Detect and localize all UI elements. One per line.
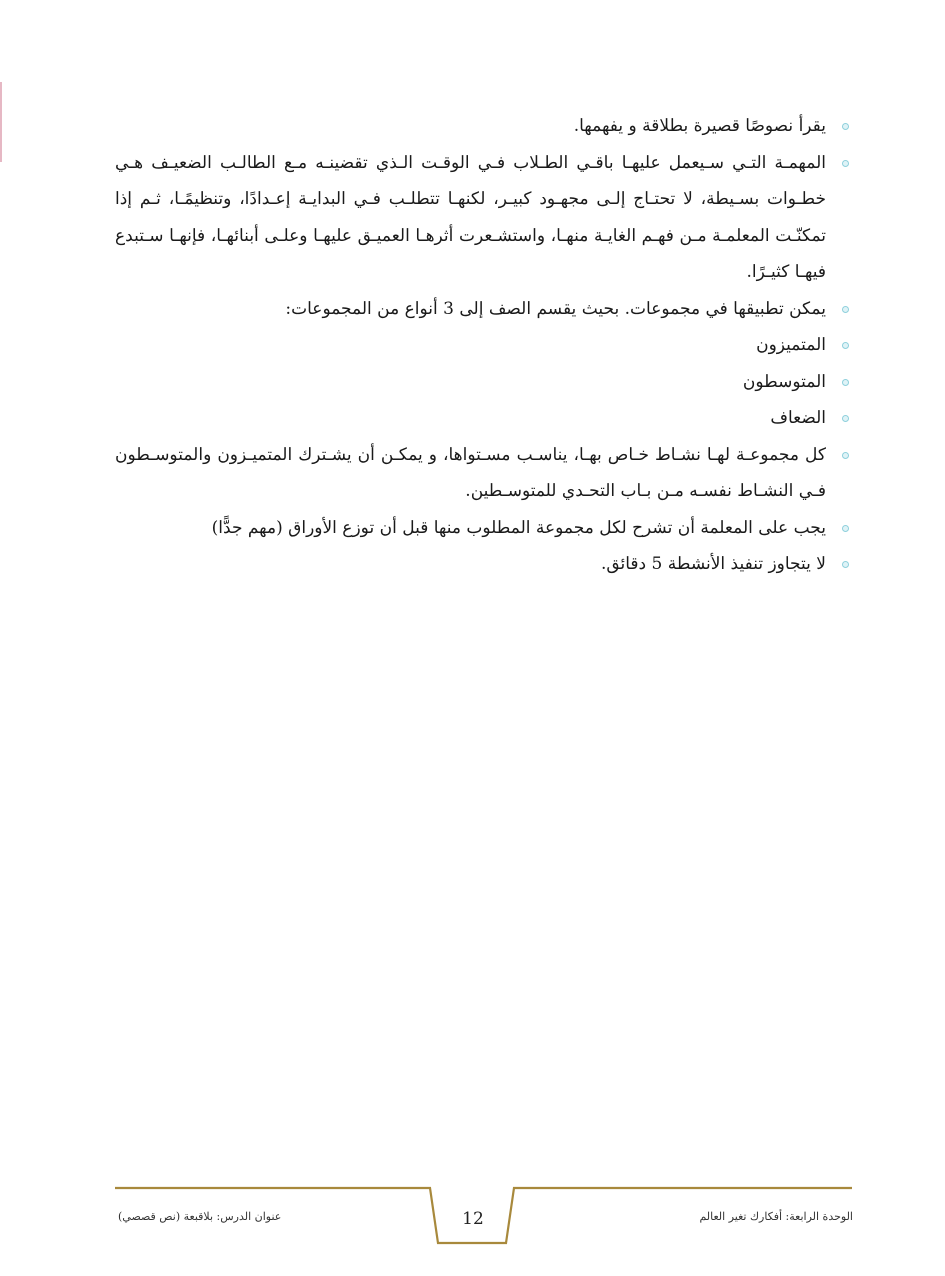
bullet-item xyxy=(115,364,850,401)
bullet-text: المتوسطون xyxy=(742,371,826,392)
bullet-circle-icon xyxy=(842,123,849,130)
bullet-circle-icon xyxy=(842,306,849,313)
bullet-text: يقرأ نصوصًا قصيرة بطلاقة و يفهمها. xyxy=(573,116,826,136)
bullet-text: لا يتجاوز تنفيذ الأنشطة 5 دقائق. xyxy=(600,554,826,574)
unit-title: الوحدة الرابعة: أفكارك تغير العالم xyxy=(699,1210,853,1223)
bullet-item xyxy=(115,291,850,328)
bullet-text: يمكن تطبيقها في مجموعات. بحيث يقسم الصف إلى 3 أنواع من المجموعات: xyxy=(285,298,826,319)
bullet-list xyxy=(115,108,850,583)
bullet-circle-icon xyxy=(842,452,849,459)
bullet-circle-icon xyxy=(842,525,849,532)
bullet-item xyxy=(115,108,850,145)
bullet-item xyxy=(115,400,850,437)
lesson-title: عنوان الدرس: بلاقبعة (نص قصصي) xyxy=(118,1210,282,1223)
bullet-text: الضعاف xyxy=(770,408,826,428)
bullet-item xyxy=(115,510,850,547)
bullet-item xyxy=(115,145,850,291)
bullet-text: يجب على المعلمة أن تشرح لكل مجموعة المطلوب منها قبل أن توزع الأوراق (مهم جدًّا) xyxy=(211,517,826,538)
bullet-item xyxy=(115,437,850,510)
bullet-circle-icon xyxy=(842,561,849,568)
page-content xyxy=(115,108,850,583)
bullet-circle-icon xyxy=(842,160,849,167)
bullet-circle-icon xyxy=(842,342,849,349)
bullet-text: كل مجموعـة لهـا نشـاط خـاص بهـا، يناسـب مسـتواها، و يمكـن أن يشـترك المتميـزون والمتوسـطون فـي النشـاط نفسـه مـن بـاب التحـدي للمتوسـطين. xyxy=(115,444,826,501)
bullet-item xyxy=(115,327,850,364)
bullet-text: المتميزون xyxy=(756,335,826,355)
bullet-item xyxy=(115,546,850,583)
page-number: 12 xyxy=(462,1209,484,1229)
bullet-text: المهمـة التـي سـيعمل عليهـا باقـي الطـلاب فـي الوقـت الـذي تقضينـه مـع الطالـب الضعيـف هـي خطـوات بسـيطة، لا تحتـاج إلـى مجهـود كبيـر، لكنهـا تتطلـب فـي البدايـة إعـدادًا، وتنظيمًـا، ثـم إذا تمكنّـت المعلمـة مـن فهـم الغايـة منهـا، واستشـعرت أثرهـا العميـق عليهـا وعلـى أبنائهـا، فإنهـا سـتبدع فيهـا كثيـرًا. xyxy=(115,152,826,282)
margin-mark xyxy=(0,82,2,162)
bullet-circle-icon xyxy=(842,379,849,386)
bullet-circle-icon xyxy=(842,415,849,422)
